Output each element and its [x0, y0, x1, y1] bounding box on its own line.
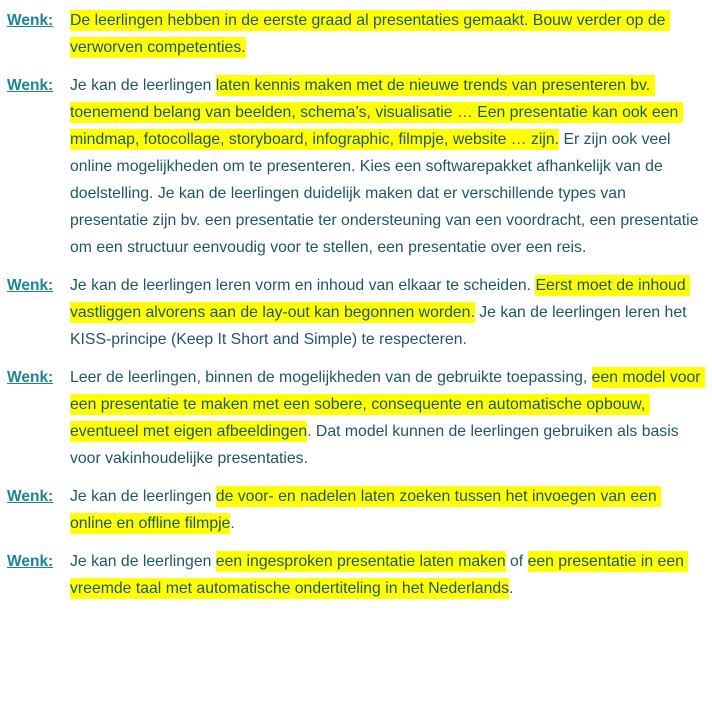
highlighted-text: een presentatie in een vreemde taal met automatische ondertiteling in het Nederlands — [70, 553, 689, 597]
text-segment: Er zijn ook veel online mogelijkheden om te presenteren. Kies een softwarepakket afhankelijk van de doelstelling. Je kan de leerlingen duidelijk maken dat er verschillende types van presentatie zijn bv. een presentatie ter ondersteuning van een voordracht, een presentatie om een structuur eenvoudig voor te stellen, een presentatie over een reis. — [70, 131, 703, 256]
wenk-block — [7, 7, 705, 61]
text-segment: Je kan de leerlingen — [70, 488, 216, 505]
text-segment: . — [230, 515, 235, 532]
text-segment: Je kan de leerlingen leren vorm en inhoud van elkaar te scheiden. — [70, 277, 536, 294]
text-segment: of — [505, 553, 528, 570]
wenk-text — [70, 72, 705, 261]
wenk-label: Wenk: — [7, 12, 54, 29]
wenk-block — [7, 72, 705, 261]
wenk-block — [7, 364, 705, 472]
text-segment: Leer de leerlingen, binnen de mogelijkheden van de gebruikte toepassing, — [70, 369, 592, 386]
wenk-list — [7, 7, 705, 602]
wenk-label: Wenk: — [7, 488, 54, 505]
wenk-text — [70, 364, 705, 472]
wenk-label: Wenk: — [7, 553, 54, 570]
wenk-text — [70, 7, 705, 61]
highlighted-text: de voor- en nadelen laten zoeken tussen het invoegen van een online en offline filmpje — [70, 488, 662, 532]
text-segment: Je kan de leerlingen — [70, 553, 216, 570]
wenk-block — [7, 483, 705, 537]
text-segment: . Dat model kunnen de leerlingen gebruiken als basis voor vakinhoudelijke presentaties. — [70, 423, 683, 467]
wenk-block — [7, 548, 705, 602]
wenk-label: Wenk: — [7, 77, 54, 94]
highlighted-text: Eerst moet de inhoud vastliggen alvorens aan de lay-out kan begonnen worden. — [70, 277, 690, 321]
text-segment: Je kan de leerlingen — [70, 77, 216, 94]
highlighted-text: een model voor een presentatie te maken met een sobere, consequente en automatische opbouw, eventueel met eigen afbeeldingen — [70, 369, 705, 440]
highlighted-text: een ingesproken presentatie laten maken — [215, 553, 506, 570]
text-segment: Je kan de leerlingen leren het KISS-principe (Keep It Short and Simple) te respecteren. — [70, 304, 691, 348]
highlighted-text: De leerlingen hebben in de eerste graad al presentaties gemaakt. Bouw verder op de verworven competenties. — [70, 12, 670, 56]
text-segment: . — [509, 580, 514, 597]
wenk-text — [70, 272, 705, 353]
wenk-text — [70, 483, 705, 537]
wenk-text — [70, 548, 705, 602]
wenk-block — [7, 272, 705, 353]
wenk-label: Wenk: — [7, 369, 54, 386]
highlighted-text: laten kennis maken met de nieuwe trends van presenteren bv. toenemend belang van beelden, schema’s, visualisatie … Een presentatie kan ook een mindmap, fotocollage, storyboard, infographic, filmpje, website … zijn. — [70, 77, 683, 148]
wenk-label: Wenk: — [7, 277, 54, 294]
